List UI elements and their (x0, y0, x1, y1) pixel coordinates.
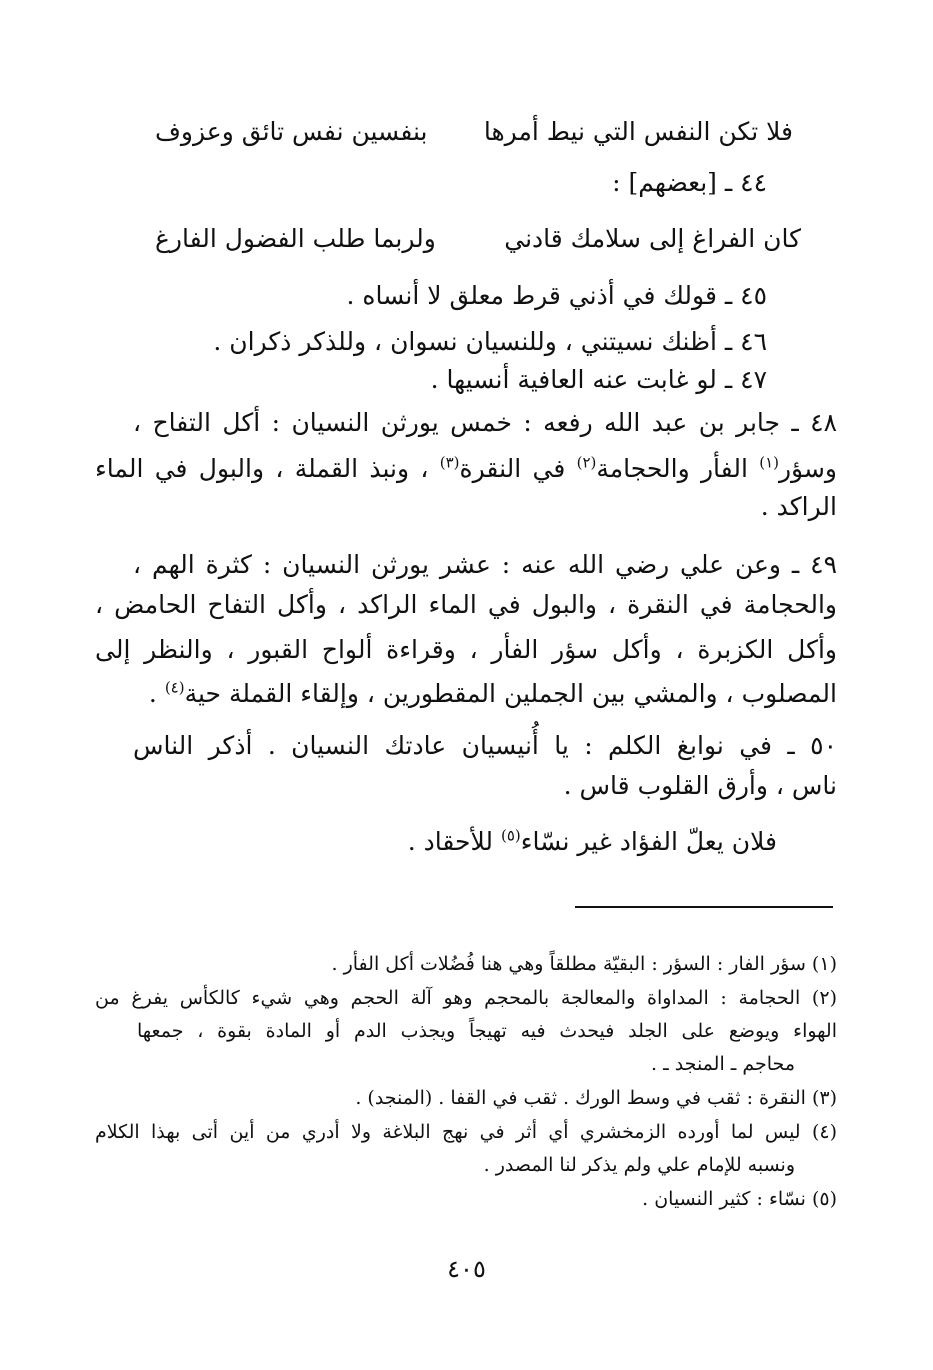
footnote-ref-1: (١) (759, 453, 779, 472)
item-48-text-c: في النقرة (459, 454, 577, 483)
item-50-line-2: ناس ، وأرق القلوب قاس . (563, 771, 837, 800)
page-number: ٤٠٥ (447, 1255, 486, 1283)
item-49-line-1: ٤٩ ـ وعن علي رضي الله عنه : عشر يورثن النسيان : كثرة الهم ، (133, 550, 837, 579)
item-50-line-3 (408, 825, 777, 859)
footnote-2-line-3: محاجم ـ المنجد ـ . (651, 1053, 795, 1075)
item-48-line-2 (95, 452, 837, 486)
footnote-1: (١) سؤر الفار : السؤر : البقيّة مطلقاً وهي هنا فُضُلات أكل الفأر . (331, 953, 837, 975)
footnote-separator (575, 906, 833, 908)
footnote-ref-5: (٥) (501, 826, 521, 845)
item-50-text-a: فلان يعلّ الفؤاد غير نسّاء (520, 827, 777, 856)
item-47: ٤٧ ـ لو غابت عنه العافية أنسيها . (430, 365, 767, 394)
footnote-2-line-2: الهواء ويوضع على الجلد فيحدث فيه تهيجاً ويجذب الدم أو المادة بقوة ، جمعها (137, 1020, 837, 1042)
footnote-ref-3: (٣) (439, 453, 460, 472)
item-49-line-3: وأكل الكزبرة ، وأكل سؤر الفأر ، وقراءة ألواح القبور ، والنظر إلى (95, 635, 837, 664)
footnote-4-line-2: ونسبه للإمام علي ولم يذكر لنا المصدر . (483, 1154, 795, 1176)
item-49-line-4 (149, 677, 837, 711)
item-48-line-3: الراكد . (760, 492, 837, 521)
footnote-5: (٥) نسّاء : كثير النسيان . (642, 1188, 837, 1210)
footnote-4-line-1: (٤) ليس لما أورده الزمخشري أي أثر في نهج البلاغة ولا أدري من أين أتى بهذا الكلام (95, 1121, 837, 1143)
verse-2-second-hemistich: ولربما طلب الفضول الفارغ (155, 224, 436, 253)
verse-1-second-hemistich: بنفسين نفس تائق وعزوف (155, 117, 428, 146)
item-48-line-1: ٤٨ ـ جابر بن عبد الله رفعه : خمس يورثن النسيان : أكل التفاح ، (133, 408, 837, 437)
item-50-line-1: ٥٠ ـ في نوابغ الكلم : يا أُنيسيان عادتك النسيان . أذكر الناس (133, 731, 837, 760)
item-48-text-a: وسؤر (778, 454, 837, 483)
verse-2-first-hemistich: كان الفراغ إلى سلامك قادني (504, 224, 801, 253)
verse-1-first-hemistich: فلا تكن النفس التي نيط أمرها (483, 117, 793, 146)
footnote-2-line-1: (٢) الحجامة : المداواة والمعالجة بالمحجم وهو آلة الحجم وهي شيء كالكأس يفرغ من (95, 987, 837, 1009)
item-48-text-d: ، ونبذ القملة ، والبول في الماء (95, 454, 440, 483)
footnote-ref-4: (٤) (164, 678, 185, 697)
item-48-text-b: الفأر والحجامة (596, 454, 760, 483)
footnote-3: (٣) النقرة : ثقب في وسط الورك . ثقب في القفا . (المنجد) . (355, 1087, 837, 1109)
footnote-ref-2: (٢) (576, 453, 597, 472)
item-45: ٤٥ ـ قولك في أذني قرط معلق لا أنساه . (346, 281, 767, 310)
item-50-text-b: للأحقاد . (407, 827, 501, 856)
item-49-line-2: والحجامة في النقرة ، والبول في الماء الراكد ، وأكل التفاح الحامض ، (95, 590, 837, 619)
section-44-heading: ٤٤ ـ [بعضهم] : (612, 168, 767, 197)
item-46: ٤٦ ـ أظنك نسيتني ، وللنسيان نسوان ، وللذكر ذكران . (213, 327, 767, 356)
item-49-text-b: . (148, 679, 165, 708)
item-49-text-a: المصلوب ، والمشي بين الجملين المقطورين ، وإلقاء القملة حية (184, 679, 837, 708)
